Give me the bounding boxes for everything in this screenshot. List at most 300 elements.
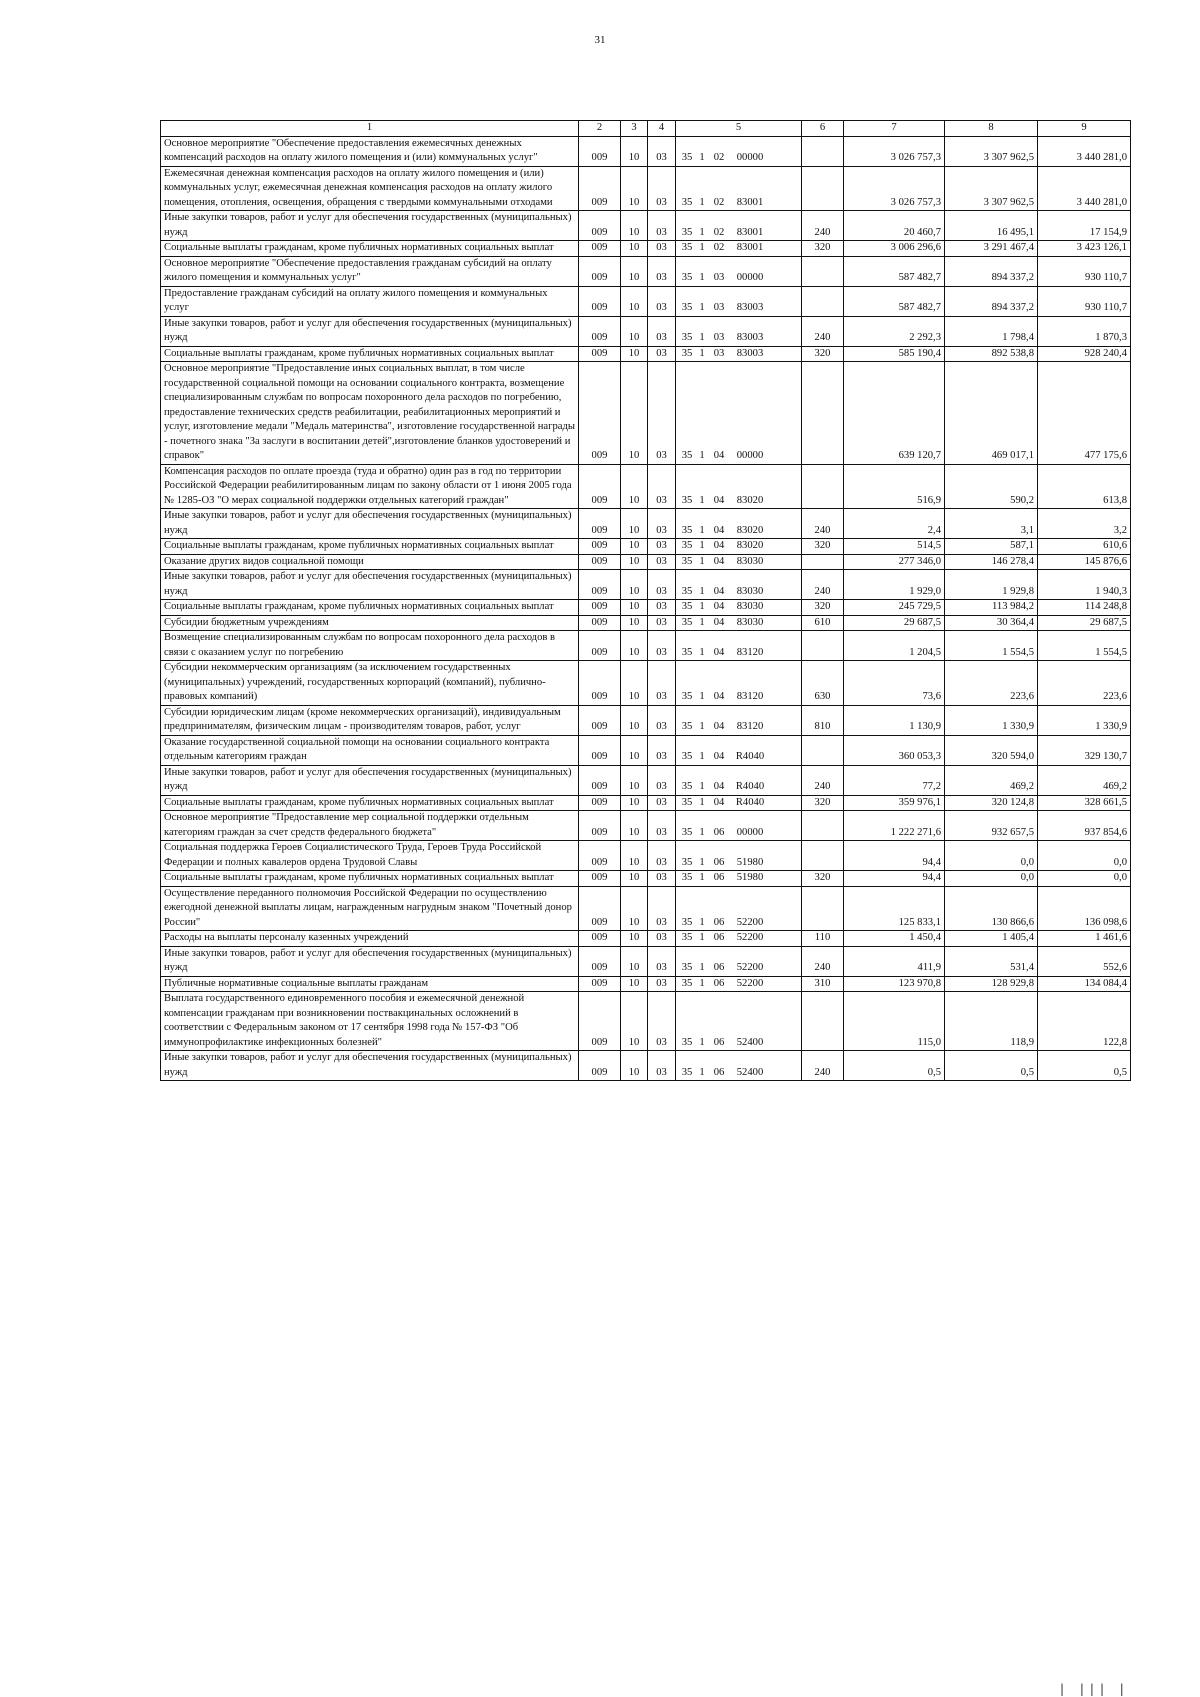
- target-article-code: [676, 992, 802, 1051]
- amount-year-1: 125 833,1: [844, 886, 945, 931]
- target-article-part: R4040: [735, 781, 765, 792]
- amount-year-1: 516,9: [844, 464, 945, 509]
- section-code: 10: [621, 976, 648, 992]
- table-row: [161, 886, 1131, 931]
- target-article-part: 1: [699, 272, 705, 283]
- row-name: Иные закупки товаров, работ и услуг для обеспечения государственных (муниципальных) нужд: [161, 316, 579, 346]
- subsection-code: 03: [648, 811, 676, 841]
- target-article-part: 83120: [736, 691, 764, 702]
- table-row: [161, 600, 1131, 616]
- target-article-code: [676, 931, 802, 947]
- amount-year-1: 587 482,7: [844, 286, 945, 316]
- expense-type-code: [802, 631, 844, 661]
- table-row: [161, 795, 1131, 811]
- target-article-part: 52400: [736, 1036, 764, 1048]
- subsection-code: 03: [648, 539, 676, 555]
- row-name: Социальные выплаты гражданам, кроме публичных нормативных социальных выплат: [161, 871, 579, 887]
- target-article-part: 06: [713, 977, 725, 989]
- subsection-code: 03: [648, 946, 676, 976]
- section-code: 10: [621, 795, 648, 811]
- grbs-code: 009: [579, 346, 621, 362]
- amount-year-3: 1 940,3: [1038, 570, 1131, 600]
- subsection-code: 03: [648, 316, 676, 346]
- target-article-part: 1: [699, 872, 705, 883]
- target-article-part: 35: [681, 347, 693, 359]
- target-article-part: 1: [699, 856, 705, 868]
- amount-year-2: 3 291 467,4: [945, 241, 1038, 257]
- section-code: 10: [621, 211, 648, 241]
- target-article-code: [676, 615, 802, 631]
- target-article-part: 03: [713, 347, 725, 359]
- table-row: [161, 615, 1131, 631]
- target-article-part: 35: [681, 646, 693, 658]
- row-name: Субсидии бюджетным учреждениям: [161, 615, 579, 631]
- target-article-part: 00000: [736, 826, 764, 838]
- section-code: 10: [621, 946, 648, 976]
- amount-year-2: 469,2: [945, 765, 1038, 795]
- table-row: [161, 509, 1131, 539]
- grbs-code: 009: [579, 735, 621, 765]
- target-article-part: 35: [681, 1036, 693, 1048]
- amount-year-3: 1 330,9: [1038, 705, 1131, 735]
- row-name: Социальные выплаты гражданам, кроме публичных нормативных социальных выплат: [161, 795, 579, 811]
- target-article-code: [676, 346, 802, 362]
- target-article-code: [676, 1051, 802, 1081]
- amount-year-3: 136 098,6: [1038, 886, 1131, 931]
- target-article-part: 04: [713, 616, 725, 628]
- section-code: 10: [621, 316, 648, 346]
- target-article-part: 1: [699, 616, 705, 628]
- target-article-part: 35: [681, 555, 693, 567]
- amount-year-1: 20 460,7: [844, 211, 945, 241]
- subsection-code: 03: [648, 886, 676, 931]
- section-code: 10: [621, 509, 648, 539]
- amount-year-3: 930 110,7: [1038, 256, 1131, 286]
- section-code: 10: [621, 570, 648, 600]
- target-article-part: 1: [699, 977, 705, 989]
- amount-year-3: 17 154,9: [1038, 211, 1131, 241]
- target-article-code: [676, 316, 802, 346]
- expense-type-code: [802, 886, 844, 931]
- table-row: [161, 554, 1131, 570]
- target-article-part: 1: [699, 302, 705, 313]
- amount-year-2: 587,1: [945, 539, 1038, 555]
- expense-type-code: 320: [802, 346, 844, 362]
- grbs-code: 009: [579, 509, 621, 539]
- target-article-part: 1: [699, 601, 705, 612]
- target-article-part: 03: [713, 272, 725, 283]
- row-name: Возмещение специализированным службам по вопросам похоронного дела расходов в связи с оказанием услуг по погребению: [161, 631, 579, 661]
- target-article-part: 1: [699, 450, 705, 461]
- section-code: 10: [621, 841, 648, 871]
- subsection-code: 03: [648, 286, 676, 316]
- amount-year-1: 1 450,4: [844, 931, 945, 947]
- target-article-part: 06: [713, 932, 725, 943]
- target-article-code: [676, 554, 802, 570]
- row-name: Предоставление гражданам субсидий на оплату жилого помещения и коммунальных услуг: [161, 286, 579, 316]
- target-article-part: 06: [713, 962, 725, 973]
- row-name: Иные закупки товаров, работ и услуг для обеспечения государственных (муниципальных) нужд: [161, 765, 579, 795]
- amount-year-1: 94,4: [844, 871, 945, 887]
- target-article-part: 1: [699, 524, 705, 536]
- section-code: 10: [621, 615, 648, 631]
- amount-year-3: 29 687,5: [1038, 615, 1131, 631]
- amount-year-2: 16 495,1: [945, 211, 1038, 241]
- target-article-part: 83001: [736, 242, 764, 253]
- row-name: Выплата государственного единовременного пособия и ежемесячной денежной компенсации гражданам при возникновении поствакцинальных осложнений в соответствии с Федеральным законом от 17 сентября 1998 года № 157-ФЗ "Об иммунопрофилактике инфекционных болезней": [161, 992, 579, 1051]
- target-article-part: 52400: [736, 1066, 764, 1078]
- amount-year-3: 0,0: [1038, 841, 1131, 871]
- amount-year-3: 3 423 126,1: [1038, 241, 1131, 257]
- target-article-part: 35: [681, 962, 693, 973]
- target-article-code: [676, 811, 802, 841]
- table-row: [161, 256, 1131, 286]
- header-cell: 7: [844, 121, 945, 137]
- target-article-part: 03: [713, 302, 725, 313]
- target-article-part: 52200: [736, 916, 764, 928]
- table-row: [161, 166, 1131, 211]
- subsection-code: 03: [648, 871, 676, 887]
- table-row: [161, 735, 1131, 765]
- amount-year-1: 411,9: [844, 946, 945, 976]
- grbs-code: 009: [579, 661, 621, 706]
- row-name: Иные закупки товаров, работ и услуг для обеспечения государственных (муниципальных) нужд: [161, 509, 579, 539]
- row-name: Публичные нормативные социальные выплаты гражданам: [161, 976, 579, 992]
- row-name: Социальная поддержка Героев Социалистического Труда, Героев Труда Российской Федерации и полных кавалеров ордена Трудовой Славы: [161, 841, 579, 871]
- subsection-code: 03: [648, 464, 676, 509]
- grbs-code: 009: [579, 765, 621, 795]
- target-article-part: 35: [681, 272, 693, 283]
- target-article-part: 83030: [736, 585, 764, 597]
- target-article-code: [676, 211, 802, 241]
- amount-year-2: 320 124,8: [945, 795, 1038, 811]
- target-article-part: 35: [681, 721, 693, 732]
- amount-year-3: 3 440 281,0: [1038, 166, 1131, 211]
- target-article-part: 83003: [736, 347, 764, 359]
- table-row: [161, 931, 1131, 947]
- target-article-part: 35: [681, 196, 693, 208]
- amount-year-2: 118,9: [945, 992, 1038, 1051]
- table-row: [161, 811, 1131, 841]
- expense-type-code: 320: [802, 600, 844, 616]
- target-article-part: 1: [699, 242, 705, 253]
- amount-year-2: 0,0: [945, 841, 1038, 871]
- amount-year-3: 328 661,5: [1038, 795, 1131, 811]
- expense-type-code: 240: [802, 765, 844, 795]
- amount-year-1: 123 970,8: [844, 976, 945, 992]
- amount-year-3: 0,0: [1038, 871, 1131, 887]
- grbs-code: 009: [579, 705, 621, 735]
- amount-year-3: 122,8: [1038, 992, 1131, 1051]
- table-row: [161, 241, 1131, 257]
- target-article-part: 04: [713, 450, 725, 461]
- row-name: Субсидии некоммерческим организациям (за исключением государственных (муниципальных) учреждений, государственных корпораций (компаний), публично-правовых компаний): [161, 661, 579, 706]
- amount-year-3: 928 240,4: [1038, 346, 1131, 362]
- scan-artifact: | ||| |: [1060, 1682, 1130, 1696]
- table-row: [161, 539, 1131, 555]
- target-article-part: 35: [681, 781, 693, 792]
- section-code: 10: [621, 1051, 648, 1081]
- target-article-part: 1: [699, 347, 705, 359]
- header-row: [161, 121, 1131, 137]
- subsection-code: 03: [648, 735, 676, 765]
- amount-year-1: 1 130,9: [844, 705, 945, 735]
- target-article-part: 35: [681, 494, 693, 506]
- table-row: [161, 631, 1131, 661]
- grbs-code: 009: [579, 931, 621, 947]
- section-code: 10: [621, 871, 648, 887]
- subsection-code: 03: [648, 841, 676, 871]
- row-name: Иные закупки товаров, работ и услуг для обеспечения государственных (муниципальных) нужд: [161, 570, 579, 600]
- grbs-code: 009: [579, 600, 621, 616]
- amount-year-1: 587 482,7: [844, 256, 945, 286]
- target-article-part: 83030: [736, 555, 764, 567]
- expense-type-code: 320: [802, 241, 844, 257]
- row-name: Компенсация расходов по оплате проезда (туда и обратно) один раз в год по территории Российской Федерации реабилитированным лицам по закону области от 1 июня 2005 года № 1285-ОЗ "О мерах социальной поддержки отдельных категорий граждан": [161, 464, 579, 509]
- section-code: 10: [621, 286, 648, 316]
- amount-year-3: 223,6: [1038, 661, 1131, 706]
- target-article-code: [676, 871, 802, 887]
- amount-year-1: 359 976,1: [844, 795, 945, 811]
- expense-type-code: [802, 554, 844, 570]
- target-article-part: 1: [699, 1066, 705, 1078]
- grbs-code: 009: [579, 166, 621, 211]
- amount-year-1: 77,2: [844, 765, 945, 795]
- subsection-code: 03: [648, 256, 676, 286]
- amount-year-3: 469,2: [1038, 765, 1131, 795]
- target-article-part: 04: [713, 781, 725, 792]
- amount-year-2: 469 017,1: [945, 362, 1038, 465]
- row-name: Социальные выплаты гражданам, кроме публичных нормативных социальных выплат: [161, 600, 579, 616]
- amount-year-2: 932 657,5: [945, 811, 1038, 841]
- header-cell: 3: [621, 121, 648, 137]
- subsection-code: 03: [648, 509, 676, 539]
- row-name: Основное мероприятие "Обеспечение предоставления ежемесячных денежных компенсаций расходов на оплату жилого помещения и (или) коммунальных услуг": [161, 136, 579, 166]
- grbs-code: 009: [579, 241, 621, 257]
- target-article-part: 1: [699, 555, 705, 567]
- target-article-part: 1: [699, 721, 705, 732]
- expense-type-code: [802, 464, 844, 509]
- target-article-part: 35: [681, 226, 693, 238]
- target-article-code: [676, 841, 802, 871]
- section-code: 10: [621, 256, 648, 286]
- subsection-code: 03: [648, 705, 676, 735]
- expense-type-code: [802, 286, 844, 316]
- target-article-part: 35: [681, 856, 693, 868]
- header-cell: 5: [676, 121, 802, 137]
- amount-year-1: 1 929,0: [844, 570, 945, 600]
- amount-year-3: 134 084,4: [1038, 976, 1131, 992]
- target-article-part: 35: [681, 242, 693, 253]
- target-article-part: 83120: [736, 646, 764, 658]
- amount-year-3: 0,5: [1038, 1051, 1131, 1081]
- amount-year-2: 1 330,9: [945, 705, 1038, 735]
- amount-year-3: 114 248,8: [1038, 600, 1131, 616]
- target-article-part: 35: [681, 826, 693, 838]
- amount-year-2: 590,2: [945, 464, 1038, 509]
- amount-year-2: 30 364,4: [945, 615, 1038, 631]
- amount-year-2: 320 594,0: [945, 735, 1038, 765]
- amount-year-2: 3 307 962,5: [945, 166, 1038, 211]
- amount-year-1: 0,5: [844, 1051, 945, 1081]
- row-name: Основное мероприятие "Предоставление мер социальной поддержки отдельным категориям граждан за счет средств федерального бюджета": [161, 811, 579, 841]
- amount-year-2: 0,0: [945, 871, 1038, 887]
- target-article-code: [676, 976, 802, 992]
- target-article-part: 1: [699, 1036, 705, 1048]
- section-code: 10: [621, 661, 648, 706]
- target-article-part: 35: [681, 872, 693, 883]
- table-row: [161, 976, 1131, 992]
- row-name: Иные закупки товаров, работ и услуг для обеспечения государственных (муниципальных) нужд: [161, 1051, 579, 1081]
- target-article-part: 1: [699, 962, 705, 973]
- section-code: 10: [621, 931, 648, 947]
- amount-year-2: 1 405,4: [945, 931, 1038, 947]
- section-code: 10: [621, 136, 648, 166]
- target-article-part: 83020: [736, 524, 764, 536]
- table-row: [161, 946, 1131, 976]
- header-cell: 1: [161, 121, 579, 137]
- target-article-part: 35: [681, 524, 693, 536]
- amount-year-3: 477 175,6: [1038, 362, 1131, 465]
- amount-year-3: 3,2: [1038, 509, 1131, 539]
- subsection-code: 03: [648, 241, 676, 257]
- table-row: [161, 570, 1131, 600]
- target-article-code: [676, 286, 802, 316]
- subsection-code: 03: [648, 976, 676, 992]
- target-article-part: 1: [699, 691, 705, 702]
- target-article-part: 04: [713, 751, 725, 762]
- section-code: 10: [621, 362, 648, 465]
- amount-year-1: 360 053,3: [844, 735, 945, 765]
- target-article-part: 06: [713, 826, 725, 838]
- subsection-code: 03: [648, 795, 676, 811]
- expense-type-code: 240: [802, 509, 844, 539]
- expense-type-code: 240: [802, 1051, 844, 1081]
- table-row: [161, 841, 1131, 871]
- row-name: Оказание государственной социальной помощи на основании социального контракта отдельным категориям граждан: [161, 735, 579, 765]
- target-article-part: 04: [713, 585, 725, 597]
- subsection-code: 03: [648, 600, 676, 616]
- amount-year-3: 930 110,7: [1038, 286, 1131, 316]
- section-code: 10: [621, 631, 648, 661]
- amount-year-2: 0,5: [945, 1051, 1038, 1081]
- target-article-code: [676, 705, 802, 735]
- amount-year-1: 115,0: [844, 992, 945, 1051]
- section-code: 10: [621, 554, 648, 570]
- target-article-part: 06: [713, 1066, 725, 1078]
- amount-year-3: 1 461,6: [1038, 931, 1131, 947]
- expense-type-code: 810: [802, 705, 844, 735]
- grbs-code: 009: [579, 316, 621, 346]
- grbs-code: 009: [579, 554, 621, 570]
- target-article-part: 83020: [736, 540, 764, 551]
- grbs-code: 009: [579, 539, 621, 555]
- target-article-code: [676, 570, 802, 600]
- amount-year-1: 1 222 271,6: [844, 811, 945, 841]
- expense-type-code: [802, 256, 844, 286]
- target-article-part: 04: [713, 540, 725, 551]
- subsection-code: 03: [648, 631, 676, 661]
- target-article-code: [676, 946, 802, 976]
- amount-year-1: 94,4: [844, 841, 945, 871]
- target-article-part: 00000: [736, 152, 764, 163]
- subsection-code: 03: [648, 570, 676, 600]
- amount-year-1: 3 026 757,3: [844, 166, 945, 211]
- row-name: Иные закупки товаров, работ и услуг для обеспечения государственных (муниципальных) нужд: [161, 211, 579, 241]
- expense-type-code: 240: [802, 570, 844, 600]
- target-article-part: 04: [713, 524, 725, 536]
- subsection-code: 03: [648, 554, 676, 570]
- row-name: Основное мероприятие "Обеспечение предоставления гражданам субсидий на оплату жилого помещения и коммунальных услуг": [161, 256, 579, 286]
- grbs-code: 009: [579, 841, 621, 871]
- amount-year-2: 531,4: [945, 946, 1038, 976]
- table-row: [161, 661, 1131, 706]
- expense-type-code: 320: [802, 795, 844, 811]
- header-cell: 4: [648, 121, 676, 137]
- target-article-part: 35: [681, 932, 693, 943]
- table-row: [161, 211, 1131, 241]
- row-name: Ежемесячная денежная компенсация расходов на оплату жилого помещения и (или) коммунальных услуг, ежемесячная денежная компенсация расходов на оплату жилого помещения, отопления, освещения, обращения с твердыми коммунальными отходами: [161, 166, 579, 211]
- expense-type-code: 310: [802, 976, 844, 992]
- target-article-code: [676, 735, 802, 765]
- table-row: [161, 464, 1131, 509]
- target-article-part: 00000: [736, 272, 764, 283]
- subsection-code: 03: [648, 615, 676, 631]
- subsection-code: 03: [648, 1051, 676, 1081]
- target-article-part: 02: [713, 226, 725, 238]
- grbs-code: 009: [579, 992, 621, 1051]
- table-row: [161, 286, 1131, 316]
- row-name: Иные закупки товаров, работ и услуг для обеспечения государственных (муниципальных) нужд: [161, 946, 579, 976]
- target-article-code: [676, 509, 802, 539]
- target-article-code: [676, 362, 802, 465]
- target-article-part: 35: [681, 540, 693, 551]
- table-row: [161, 992, 1131, 1051]
- target-article-part: 52200: [736, 977, 764, 989]
- row-name: Основное мероприятие "Предоставление иных социальных выплат, в том числе государственной социальной помощи на основании социального контракта, возмещение специализированным службам по вопросам похоронного дела расходов по погребению, предоставление технических средств реабилитации, реабилитационных мероприятий и услуг, изготовление медали "Медаль материнства", изготовление государственной награды - почетного знака "За заслуги в воспитании детей",изготовление бланков удостоверений и справок": [161, 362, 579, 465]
- amount-year-1: 245 729,5: [844, 600, 945, 616]
- target-article-code: [676, 241, 802, 257]
- target-article-part: 35: [681, 916, 693, 928]
- target-article-part: 06: [713, 1036, 725, 1048]
- target-article-part: 04: [713, 555, 725, 567]
- target-article-part: 51980: [736, 856, 764, 868]
- target-article-code: [676, 661, 802, 706]
- section-code: 10: [621, 811, 648, 841]
- target-article-part: 83020: [736, 494, 764, 506]
- grbs-code: 009: [579, 886, 621, 931]
- table-row: [161, 136, 1131, 166]
- expense-type-code: [802, 735, 844, 765]
- expense-type-code: 240: [802, 946, 844, 976]
- amount-year-1: 2,4: [844, 509, 945, 539]
- target-article-part: R4040: [735, 751, 765, 762]
- amount-year-2: 3,1: [945, 509, 1038, 539]
- amount-year-3: 1 554,5: [1038, 631, 1131, 661]
- target-article-code: [676, 464, 802, 509]
- amount-year-2: 894 337,2: [945, 256, 1038, 286]
- row-name: Оказание других видов социальной помощи: [161, 554, 579, 570]
- amount-year-2: 130 866,6: [945, 886, 1038, 931]
- target-article-part: 04: [713, 494, 725, 506]
- target-article-part: 35: [681, 152, 693, 163]
- target-article-part: 35: [681, 691, 693, 702]
- target-article-part: 35: [681, 302, 693, 313]
- amount-year-1: 639 120,7: [844, 362, 945, 465]
- target-article-part: 51980: [736, 872, 764, 883]
- expense-type-code: [802, 811, 844, 841]
- subsection-code: 03: [648, 136, 676, 166]
